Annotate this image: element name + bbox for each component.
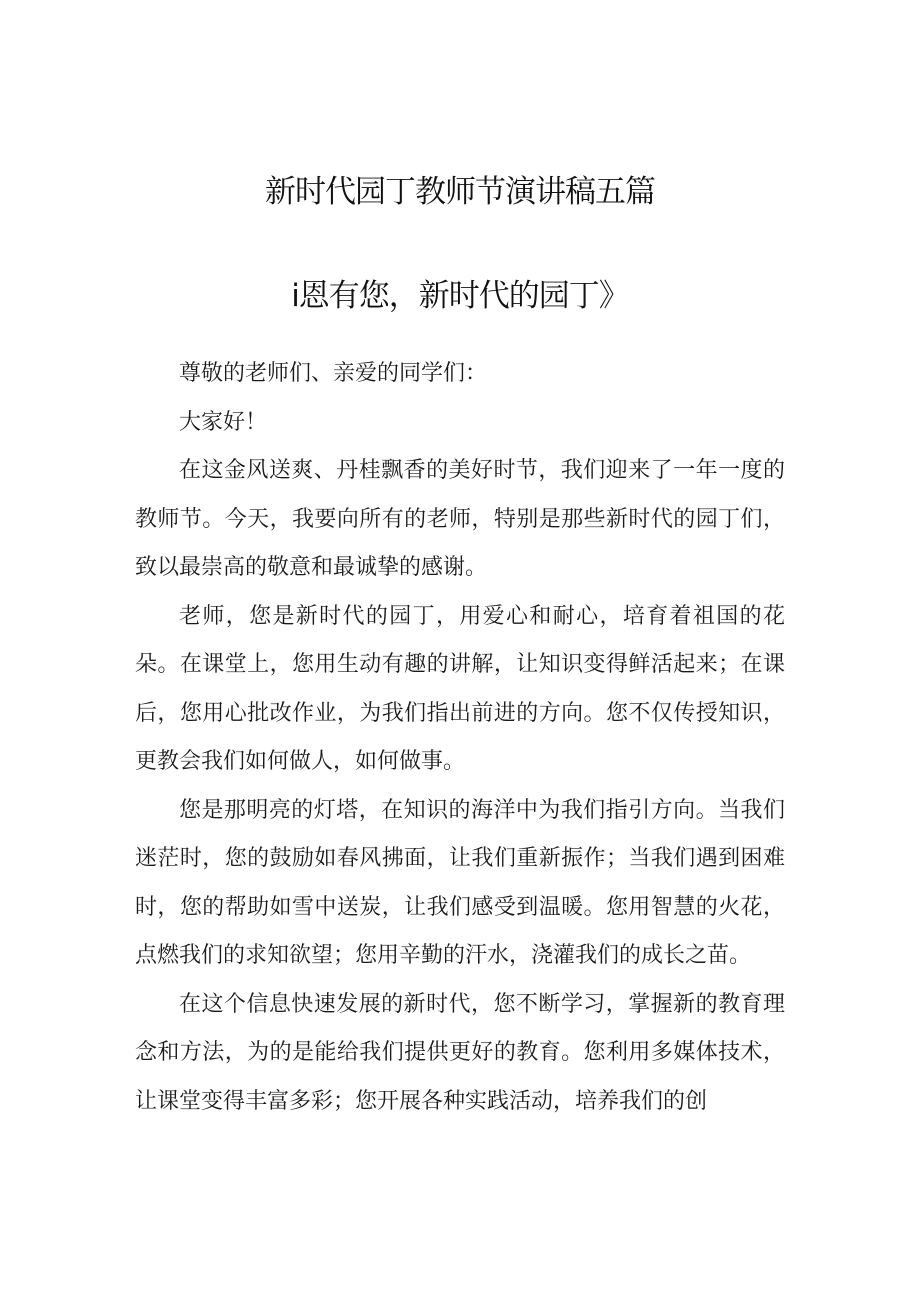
speech-title: i恩有您，新时代的园丁》 — [291, 278, 629, 314]
body-paragraph: 老师，您是新时代的园丁，用爱心和耐心，培育着祖国的花朵。在课堂上，您用生动有趣的讲解，让知识变得鲜活起来；在课后，您用心批改作业，为我们指出前进的方向。您不仅传授知识，更教会我们如何做人，如何做事。 — [135, 603, 785, 774]
greeting: 大家好！ — [179, 409, 268, 435]
body-paragraph: 在这金风送爽、丹桂飘香的美好时节，我们迎来了一年一度的教师节。今天，我要向所有的老师，特别是那些新时代的园丁们，致以最崇高的敬意和最诚挚的感谢。 — [135, 458, 785, 580]
body-paragraph: 您是那明亮的灯塔，在知识的海洋中为我们指引方向。当我们迷茫时，您的鼓励如春风拂面，让我们重新振作；当我们遇到困难时，您的帮助如雪中送炭，让我们感受到温暖。您用智慧的火花，点燃我们的求知欲望；您用辛勤的汗水，浇灌我们的成长之苗。 — [135, 797, 785, 968]
body-paragraph: 在这个信息快速发展的新时代，您不断学习，掌握新的教育理念和方法，为的是能给我们提供更好的教育。您利用多媒体技术，让课堂变得丰富多彩；您开展各种实践活动，培养我们的创 — [135, 991, 785, 1114]
salutation: 尊敬的老师们、亲爱的同学们： — [179, 361, 488, 386]
document-title: 新时代园丁教师节演讲稿五篇 — [265, 174, 655, 210]
speech-body — [135, 350, 785, 1126]
